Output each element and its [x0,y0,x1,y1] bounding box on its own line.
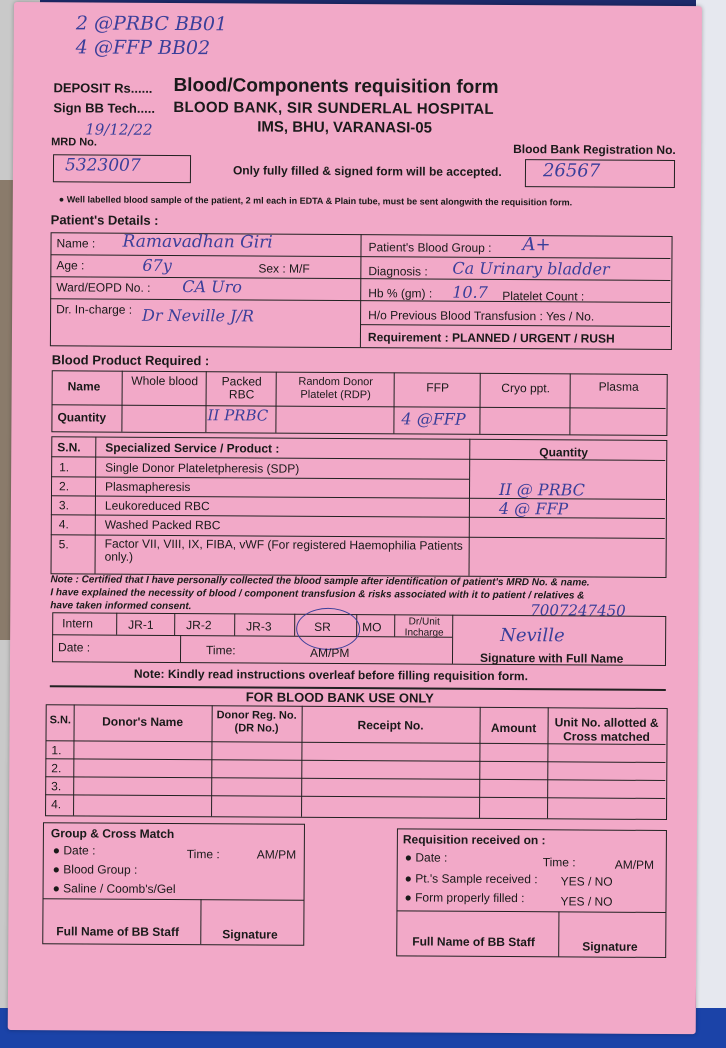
group-box-blood-group: ● Blood Group : [52,862,138,877]
group-box-signature: Signature [222,927,278,942]
staff-col-line [116,613,117,635]
received-box-form-yn: YES / NO [560,894,613,909]
diagnosis-value: Ca Urinary bladder [452,258,610,279]
received-box-form: ● Form properly filled : [404,890,525,906]
kindly-note: Note: Kindly read instructions overleaf before filling requisition form. [133,666,528,684]
consent-note-line2: I have explained the necessity of blood / component transfusion & risks associated with it to patient / relatives & [50,587,585,602]
dr-incharge-value: Dr Neville J/R [142,305,254,326]
staff-time-label: Time: [206,643,236,658]
product-col-whole-blood: Whole blood [131,373,199,389]
sex-label: Sex : M/F [258,261,310,276]
bb-reg-value: 26567 [542,160,601,182]
received-box-heading: Requisition received on : [402,832,546,848]
group-box-saline-label: Saline / Coomb's/Gel [63,881,176,897]
product-col-rdp: Random Donor Platelet (RDP) [298,375,374,402]
ward-value: CA Uro [182,277,242,297]
consent-note-line1: Note : Certified that I have personally collected the blood sample after identification of patient's MRD No. & name. [50,574,590,589]
staff-col-jr3: JR-3 [246,619,272,634]
staff-col-line [234,613,235,635]
hb-value: 10.7 [452,282,488,302]
group-box-blood-group-label: Blood Group : [63,862,138,877]
ffp-quantity-value: 4 @FFP [401,409,466,429]
handwritten-phone: 7007247450 [530,601,626,620]
bb-col-amount: Amount [490,720,537,736]
special-row-leukoreduced: Leukoreduced RBC [104,498,210,514]
group-box-saline: ● Saline / Coomb's/Gel [52,881,176,897]
bb-only-heading: FOR BLOOD BANK USE ONLY [245,689,434,706]
special-sn-header: S.N. [57,440,81,455]
hospital-address: IMS, BHU, VARANASI-05 [257,118,433,137]
bb-col-donor-reg: Donor Reg. No. (DR No.) [216,709,297,735]
special-row-plasmapheresis: Plasmapheresis [104,479,191,495]
previous-transfusion-label: H/o Previous Blood Transfusion : Yes / No. [368,308,595,324]
staff-col-sr: SR [314,619,331,634]
blood-product-heading: Blood Product Required : [51,352,210,369]
staff-col-jr2: JR-2 [186,618,212,633]
received-box-date: ● Date : [404,850,448,865]
special-quantity-header: Quantity [539,445,588,460]
received-box-staff: Full Name of BB Staff [412,934,535,950]
special-row-sn: 5. [58,537,69,552]
staff-date-label: Date : [58,640,91,655]
group-box-ampm: AM/PM [256,847,297,862]
product-quantity-label: Quantity [57,410,107,425]
received-box-sample-yn: YES / NO [560,874,613,889]
received-box-ampm: AM/PM [614,857,655,872]
deposit-label: DEPOSIT Rs...... [53,80,153,96]
form-title: Blood/Components requisition form [173,74,499,98]
group-box-staff: Full Name of BB Staff [56,924,180,940]
product-col-ffp: FFP [426,380,450,395]
platelet-label: Platelet Count : [502,288,585,304]
bb-row-sn: 4. [51,797,62,812]
consent-note-line3: have taken informed consent. [50,600,192,613]
special-row-sn: 2. [58,479,70,494]
special-qty-handwritten-2: 4 @ FFP [498,498,569,519]
ward-label: Ward/EOPD No. : [56,280,151,295]
requisition-form-sheet [8,2,702,1034]
staff-col-jr1: JR-1 [128,617,154,632]
handwritten-signature: Neville [500,624,565,647]
received-box-date-label: Date : [415,850,448,865]
prbc-quantity-value: II PRBC [207,406,269,425]
staff-col-line [394,614,395,636]
staff-col-line [294,614,295,636]
sign-bb-tech-label: Sign BB Tech..... [53,100,156,116]
handwritten-prbc-note: 2 @PRBC BB01 [75,12,228,36]
staff-col-line [180,635,181,662]
received-box-sample-label: Pt.'s Sample received : [415,871,538,887]
sample-note: ● Well labelled blood sample of the patient, 2 ml each in EDTA & Plain tube, must be sent alongwith the requisition form. [58,194,573,208]
received-box-signature: Signature [582,939,638,954]
handwritten-ffp-note: 4 @FFP BB02 [75,36,211,60]
group-box-time: Time : [186,847,220,862]
special-row-sdp: Single Donor Plateletpheresis (SDP) [105,460,300,476]
bb-col-donor-name: Donor's Name [102,714,184,730]
special-row-sn: 3. [58,498,69,513]
special-row-sn: 1. [59,460,70,475]
special-row-factor: Factor VII, VIII, IX, FIBA, vWF (For registered Haemophilia Patients only.) [104,536,463,564]
handwritten-date: 19/12/22 [85,120,153,139]
bb-col-unit-no: Unit No. allotted & Cross matched [554,715,659,744]
mrd-value: 5323007 [64,155,141,176]
received-box-time: Time : [542,855,576,870]
blood-group-label: Patient's Blood Group : [368,240,492,255]
bb-reg-label: Blood Bank Registration No. [513,142,676,158]
product-col-packed-rbc: Packed RBC [221,374,262,402]
diagnosis-label: Diagnosis : [368,264,428,279]
staff-col-mo: MO [362,620,382,635]
name-value: Ramavadhan Giri [122,231,273,253]
sr-circle-mark [296,608,360,650]
staff-col-intern: Intern [62,616,93,631]
bb-row-sn: 2. [51,761,62,776]
staff-ampm: AM/PM [309,645,350,661]
requirement-label: Requirement : PLANNED / URGENT / RUSH [367,330,615,346]
special-qty-handwritten-1: II @ PRBC [498,479,586,500]
special-service-header: Specialized Service / Product : [105,440,280,456]
staff-col-line [174,613,175,635]
blood-group-value: A+ [522,234,551,256]
product-col-cryo: Cryo ppt. [501,380,551,396]
hb-label: Hb % (gm) : [368,286,433,301]
signature-label: Signature with Full Name [479,650,624,666]
product-col-name: Name [67,379,101,394]
product-col-plasma: Plasma [598,379,639,394]
sample-note-text: Well labelled blood sample of the patient, 2 ml each in EDTA & Plain tube, must be sent alongwith the requisition form. [66,194,573,208]
patient-details-heading: Patient's Details : [50,212,159,228]
special-row-washed: Washed Packed RBC [104,517,221,533]
staff-col-unit-incharge: Dr/Unit Incharge [404,616,444,639]
mrd-label: MRD No. [51,136,98,149]
hospital-name: BLOOD BANK, SIR SUNDERLAL HOSPITAL [173,98,494,118]
bb-row-sn: 3. [51,779,62,794]
dr-incharge-label: Dr. In-charge : [56,302,133,317]
group-box-date-label: Date : [63,843,96,858]
received-box-form-label: Form properly filled : [415,890,525,906]
received-box-sample: ● Pt.'s Sample received : [404,871,538,887]
bb-col-sn: S.N. [49,714,72,727]
bb-col-receipt: Receipt No. [357,718,424,733]
only-filled-note: Only fully filled & signed form will be accepted. [232,163,502,179]
age-value: 67y [142,255,172,275]
age-label: Age : [56,258,85,273]
name-label: Name : [56,236,96,251]
group-box-heading: Group & Cross Match [50,826,175,841]
group-box-date: ● Date : [52,843,96,858]
special-row-sn: 4. [58,517,69,532]
bb-row-sn: 1. [51,743,62,758]
